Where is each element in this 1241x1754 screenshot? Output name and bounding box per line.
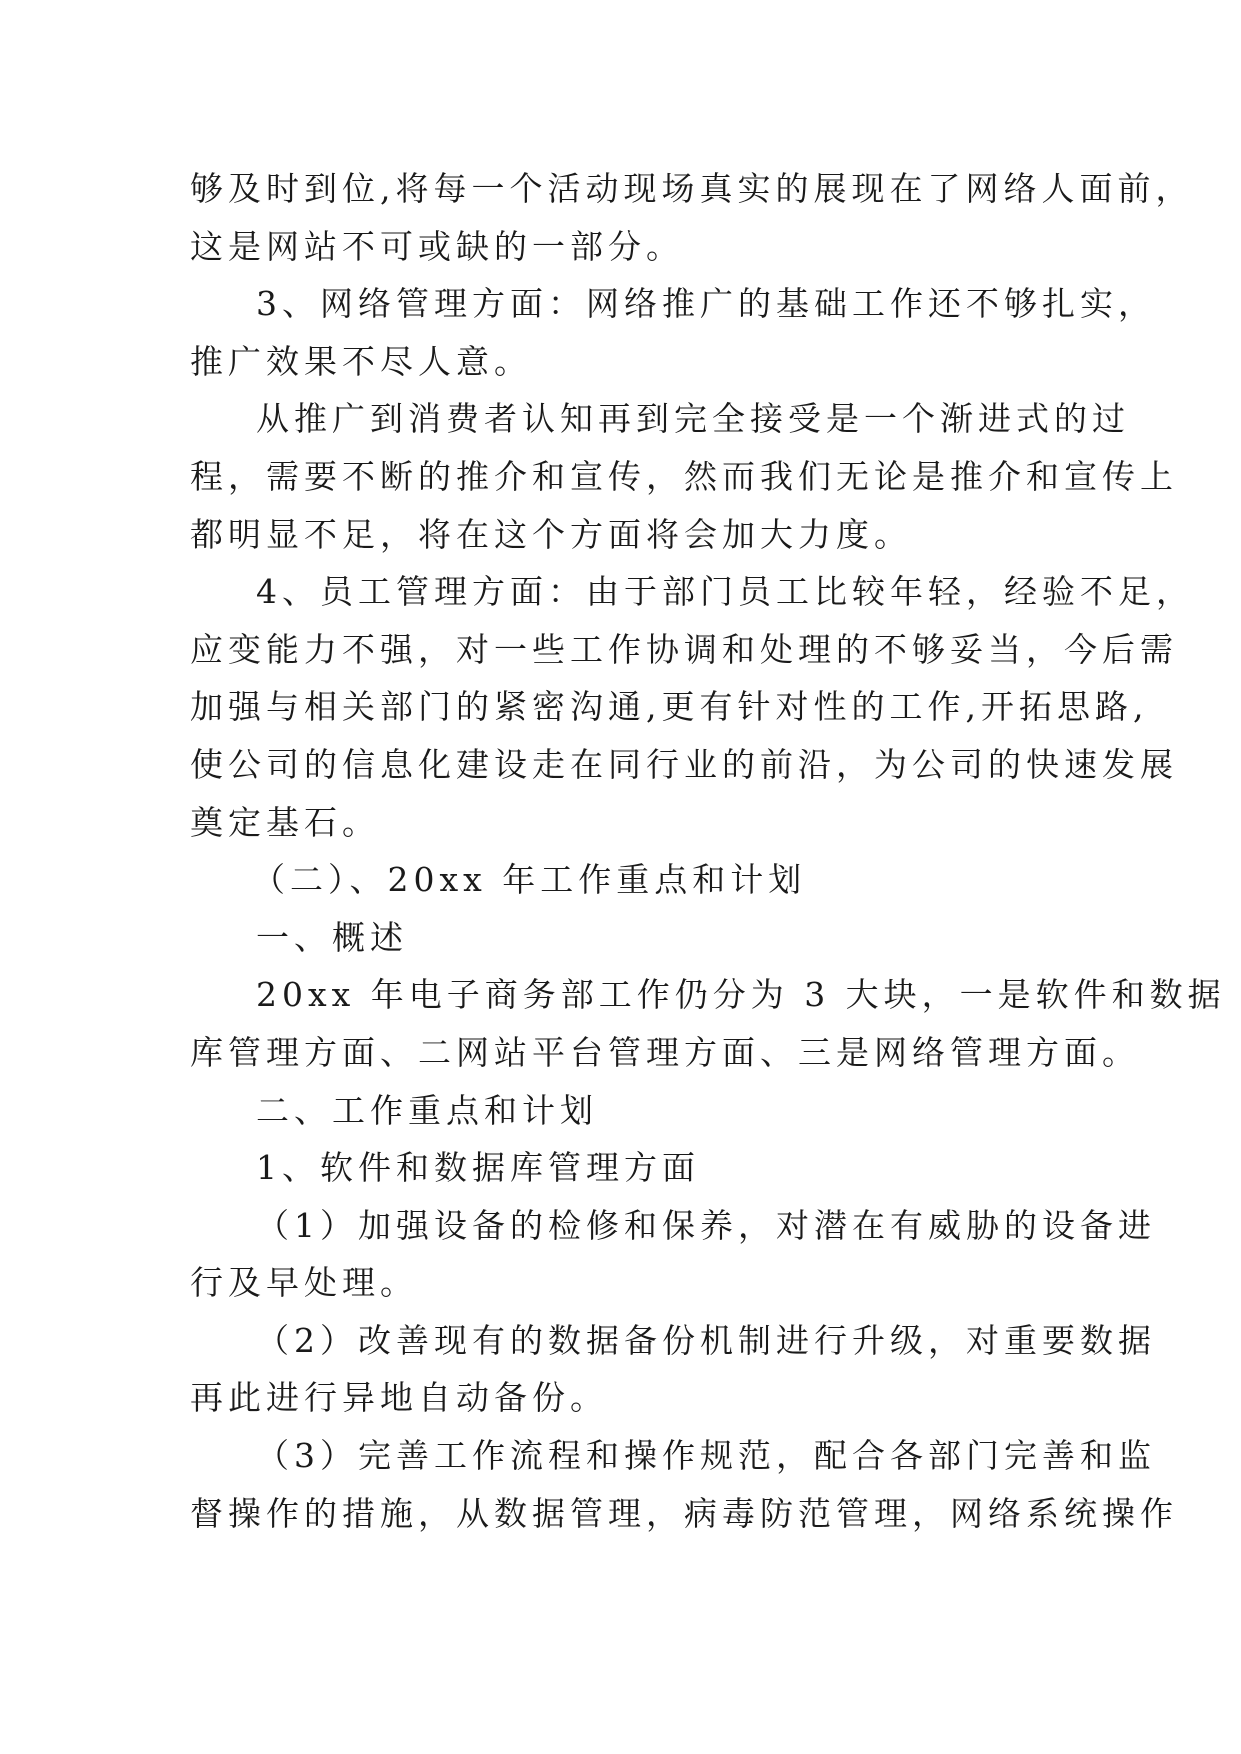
- document-body: [190, 160, 1226, 1542]
- section-heading: 二、工作重点和计划: [256, 1090, 598, 1130]
- section-heading: （二）、20xx 年工作重点和计划: [252, 860, 807, 900]
- text-line: 加强与相关部门的紧密沟通,更有针对性的工作,开拓思路,: [190, 687, 1149, 727]
- text-line: 4、员工管理方面：由于部门员工比较年轻，经验不足，: [256, 572, 1194, 612]
- text-line: 应变能力不强，对一些工作协调和处理的不够妥当，今后需: [190, 629, 1178, 669]
- text-line: 从推广到消费者认知再到完全接受是一个渐进式的过: [256, 399, 1130, 439]
- text-line: 使公司的信息化建设走在同行业的前沿，为公司的快速发展: [190, 744, 1178, 784]
- list-item: （3）完善工作流程和操作规范，配合各部门完善和监: [256, 1436, 1156, 1476]
- text-line: 奠定基石。: [190, 802, 380, 842]
- text-line: 这是网站不可或缺的一部分。: [190, 226, 684, 266]
- text-line: 行及早处理。: [190, 1263, 418, 1303]
- text-line: 推广效果不尽人意。: [190, 341, 532, 381]
- text-line: 3、网络管理方面：网络推广的基础工作还不够扎实，: [256, 284, 1156, 324]
- section-heading: 1、软件和数据库管理方面: [256, 1148, 700, 1188]
- text-line: 程，需要不断的推介和宣传，然而我们无论是推介和宣传上: [190, 456, 1178, 496]
- section-heading: 一、概述: [256, 917, 408, 957]
- list-item: （2）改善现有的数据备份机制进行升级，对重要数据: [256, 1320, 1156, 1360]
- text-line: 都明显不足，将在这个方面将会加大力度。: [190, 514, 912, 554]
- text-line: 够及时到位,将每一个活动现场真实的展现在了网络人面前，: [190, 169, 1194, 208]
- list-item: （1）加强设备的检修和保养，对潜在有威胁的设备进: [256, 1205, 1156, 1245]
- text-line: 20xx 年电子商务部工作仍分为 3 大块，一是软件和数据: [256, 975, 1226, 1015]
- text-line: 库管理方面、二网站平台管理方面、三是网络管理方面。: [190, 1032, 1140, 1072]
- text-line: 督操作的措施，从数据管理，病毒防范管理，网络系统操作: [190, 1493, 1178, 1533]
- text-line: 再此进行异地自动备份。: [190, 1378, 608, 1418]
